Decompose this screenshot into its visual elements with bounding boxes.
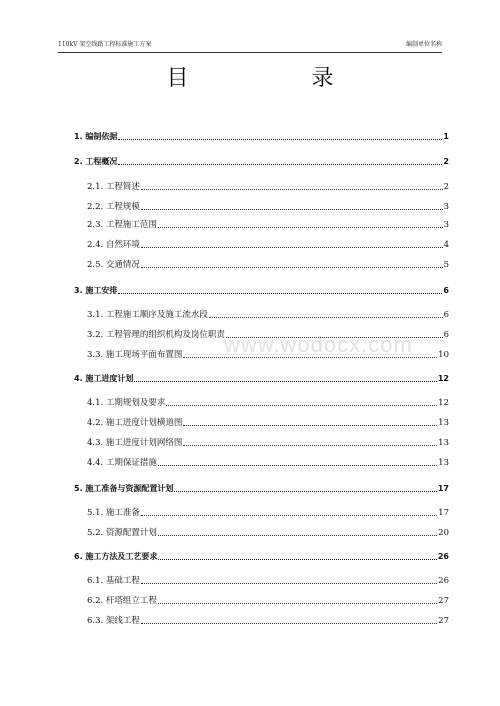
toc-entry[interactable] — [74, 130, 449, 142]
toc-entry[interactable] — [74, 258, 449, 270]
toc-entry-page-number: 3 — [443, 220, 449, 230]
toc-dot-leader — [118, 293, 442, 294]
toc-entry[interactable] — [74, 550, 449, 562]
toc-entry-page-number: 6 — [443, 310, 449, 320]
toc-dot-leader — [134, 381, 436, 382]
toc-entry-page-number: 5 — [443, 260, 449, 270]
toc-entry-page-number: 12 — [437, 374, 449, 383]
toc-entry-page-number: 3 — [443, 202, 449, 212]
toc-entry-label: 4.2. 施工进度计划横道图 — [87, 418, 183, 428]
toc-entry-label: 6.2. 杆塔组立工程 — [87, 596, 157, 606]
toc-entry-label: 6.3. 架线工程 — [87, 616, 140, 626]
toc-entry-page-number: 4 — [443, 240, 449, 250]
toc-entry-label: 2.3. 工程施工范围 — [87, 220, 157, 230]
toc-entry-page-number: 27 — [438, 596, 449, 606]
toc-entry[interactable] — [74, 348, 449, 360]
toc-entry-page-number: 17 — [438, 508, 449, 518]
toc-entry[interactable] — [74, 436, 449, 448]
toc-entry[interactable] — [74, 506, 449, 518]
header-organization: 编制单位名称 — [405, 41, 442, 48]
toc-entry[interactable] — [74, 238, 449, 250]
toc-entry-label: 2.2. 工程规模 — [87, 202, 140, 212]
header-document-title: 110kV 架空线路工程标准施工方案 — [58, 41, 152, 48]
toc-entry-page-number: 26 — [438, 576, 449, 586]
toc-dot-leader — [141, 209, 443, 210]
toc-entry-page-number: 27 — [438, 616, 449, 626]
page-header — [58, 40, 442, 53]
toc-title: 目 录 — [166, 66, 392, 91]
toc-dot-leader — [226, 337, 443, 338]
toc-dot-leader — [183, 357, 437, 358]
toc-entry-label: 6. 施工方法及工艺要求 — [74, 552, 158, 561]
toc-entry-page-number: 6 — [443, 330, 449, 340]
toc-entry[interactable] — [74, 308, 449, 320]
toc-entry[interactable] — [74, 594, 449, 606]
toc-dot-leader — [141, 583, 437, 584]
toc-entry-label: 4.4. 工期保证措施 — [87, 458, 157, 468]
toc-entry-page-number: 13 — [438, 418, 449, 428]
toc-entry-page-number: 13 — [438, 458, 449, 468]
toc-entry[interactable] — [74, 482, 449, 494]
toc-entry[interactable] — [74, 180, 449, 192]
toc-entry-label: 2. 工程概况 — [74, 157, 118, 166]
toc-entry-label: 5.2. 资源配置计划 — [87, 528, 157, 538]
toc-entry-page-number: 13 — [438, 438, 449, 448]
toc-dot-leader — [158, 559, 436, 560]
toc-entry-label: 2.5. 交通情况 — [87, 260, 140, 270]
toc-dot-leader — [183, 425, 437, 426]
toc-dot-leader — [209, 317, 443, 318]
toc-entry-page-number: 2 — [443, 182, 449, 192]
toc-entry-page-number: 12 — [438, 398, 449, 408]
toc-dot-leader — [141, 515, 437, 516]
toc-dot-leader — [141, 189, 443, 190]
toc-entry-label: 1. 编制依据 — [74, 132, 118, 141]
toc-entry-page-number: 20 — [438, 528, 449, 538]
toc-entry[interactable] — [74, 456, 449, 468]
toc-dot-leader — [158, 465, 437, 466]
toc-dot-leader — [166, 405, 437, 406]
toc-entry[interactable] — [74, 614, 449, 626]
toc-entry-label: 3. 施工安排 — [74, 286, 118, 295]
toc-dot-leader — [141, 623, 437, 624]
toc-dot-leader — [158, 227, 443, 228]
toc-entry-label: 3.2. 工程管理的组织机构及岗位职责 — [87, 330, 225, 340]
watermark: www.wodocx.com — [224, 332, 413, 357]
toc-entry-label: 4.3. 施工进度计划网络图 — [87, 438, 183, 448]
toc-entry[interactable] — [74, 526, 449, 538]
toc-entry[interactable] — [74, 200, 449, 212]
toc-entry[interactable] — [74, 155, 449, 167]
toc-entry-label: 5. 施工准备与资源配置计划 — [74, 484, 174, 493]
toc-entry[interactable] — [74, 396, 449, 408]
toc-entry[interactable] — [74, 284, 449, 296]
toc-entry-label: 3.3. 施工现场平面布置图 — [87, 350, 183, 360]
toc-dot-leader — [174, 491, 436, 492]
toc-dot-leader — [118, 139, 442, 140]
toc-entry-page-number: 26 — [437, 552, 449, 561]
toc-entry[interactable] — [74, 416, 449, 428]
toc-entry-label: 4. 施工进度计划 — [74, 374, 134, 383]
toc-dot-leader — [118, 164, 442, 165]
toc-entry-page-number: 2 — [443, 157, 449, 166]
toc-entry-page-number: 17 — [437, 484, 449, 493]
toc-entry[interactable] — [74, 218, 449, 230]
toc-entry-label: 4.1. 工期规划及要求 — [87, 398, 166, 408]
toc-dot-leader — [141, 267, 443, 268]
toc-entry-label: 2.4. 自然环境 — [87, 240, 140, 250]
toc-entry[interactable] — [74, 328, 449, 340]
toc-entry-label: 3.1. 工程施工顺序及施工流水段 — [87, 310, 208, 320]
toc-entry-label: 6.1. 基础工程 — [87, 576, 140, 586]
toc-dot-leader — [141, 247, 443, 248]
toc-dot-leader — [158, 535, 437, 536]
toc-entry[interactable] — [74, 372, 449, 384]
toc-entry-page-number: 1 — [443, 132, 449, 141]
toc-entry-label: 2.1. 工程简述 — [87, 182, 140, 192]
toc-entry[interactable] — [74, 574, 449, 586]
toc-entry-page-number: 10 — [438, 350, 449, 360]
toc-dot-leader — [158, 603, 437, 604]
toc-entry-page-number: 6 — [443, 286, 449, 295]
toc-entry-label: 5.1. 施工准备 — [87, 508, 140, 518]
toc-dot-leader — [183, 445, 437, 446]
